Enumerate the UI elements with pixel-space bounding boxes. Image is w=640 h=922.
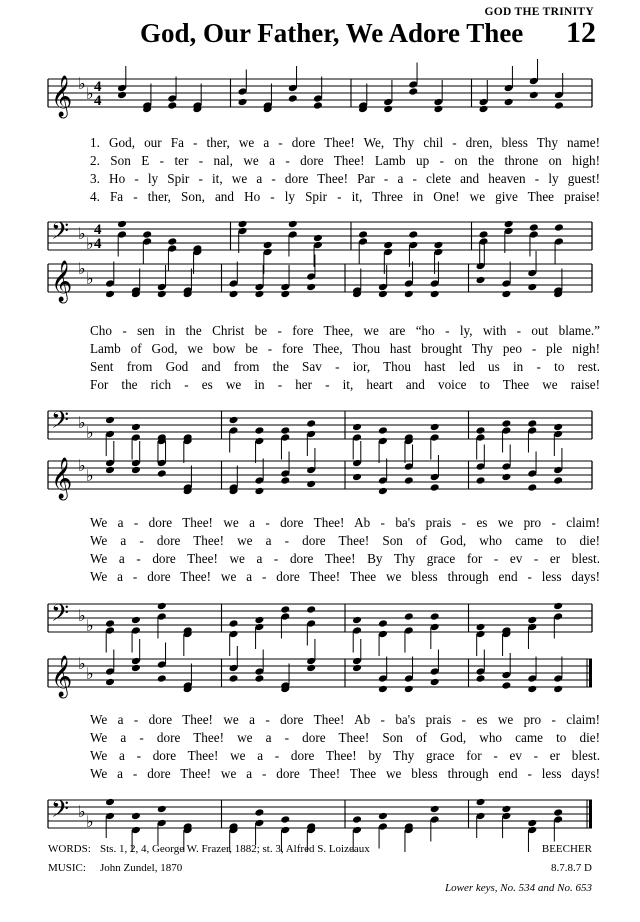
- treble-clef-icon: 𝄞: [51, 76, 73, 117]
- note-head: [105, 678, 115, 687]
- treble-clef-icon: 𝄞: [51, 261, 73, 302]
- note-head: [527, 819, 537, 828]
- bass-clef-icon: 𝄢: [51, 217, 70, 250]
- note-head: [306, 664, 316, 673]
- note-head: [479, 105, 489, 114]
- tune-name: BEECHER: [541, 843, 592, 855]
- note-head: [501, 805, 511, 814]
- time-signature: 4: [94, 236, 102, 252]
- flat-icon: ♭: [86, 84, 94, 103]
- note-head: [553, 476, 563, 485]
- flat-icon: ♭: [78, 224, 86, 243]
- flat-icon: ♭: [78, 259, 86, 278]
- note-head: [553, 423, 563, 432]
- note-head: [553, 685, 563, 694]
- note-head: [157, 805, 167, 814]
- note-head: [433, 105, 443, 114]
- note-head: [430, 678, 440, 687]
- flat-icon: ♭: [78, 802, 86, 821]
- note-head: [476, 426, 486, 435]
- time-signature: 4: [94, 79, 102, 95]
- note-head: [553, 602, 563, 611]
- note-head: [404, 612, 414, 621]
- flat-icon: ♭: [86, 234, 94, 253]
- note-head: [408, 87, 418, 96]
- note-head: [501, 290, 511, 299]
- hymn-title: God, Our Father, We Adore Thee: [140, 18, 524, 48]
- music-credit: [48, 862, 182, 874]
- words-label: WORDS:: [48, 843, 91, 855]
- note-head: [378, 290, 388, 299]
- treble-staff-2: [0, 259, 640, 302]
- note-head: [105, 466, 115, 475]
- lyric-line: We a - dore Thee! we a - dore Thee! Ab - ba's prais - es we pro - claim!: [90, 515, 600, 530]
- note-head: [306, 480, 316, 489]
- note-head: [131, 664, 141, 673]
- note-head: [430, 805, 440, 814]
- note-head: [157, 674, 167, 683]
- note-head: [157, 290, 167, 299]
- note-head: [378, 426, 388, 435]
- note-head: [504, 220, 514, 229]
- bass-staff-3: [0, 600, 640, 636]
- note-head: [554, 223, 564, 232]
- bass-clef-icon: 𝄢: [51, 795, 70, 828]
- note-head: [408, 230, 418, 239]
- note-head: [430, 483, 440, 492]
- note-head: [229, 674, 239, 683]
- treble-staff-1: [0, 74, 640, 117]
- note-head: [476, 798, 486, 807]
- note-head: [527, 483, 537, 492]
- words-text: Sts. 1, 2, 4, George W. Frazer, 1882; st. 3, Alfred S. Loizeaux: [100, 843, 370, 855]
- note-head: [476, 623, 486, 632]
- note-head: [527, 419, 537, 428]
- bass-staff-2: [0, 407, 640, 443]
- lyric-line: 3. Ho - ly Spir - it, we a - dore Thee! Par - a - clete and heaven - ly guest!: [90, 171, 600, 186]
- lyric-line: We a - dore Thee! we a - dore Thee! Son of God, who came to die!: [90, 730, 600, 745]
- note-head: [254, 674, 264, 683]
- flat-icon: ♭: [78, 456, 86, 475]
- note-head: [430, 290, 440, 299]
- note-head: [263, 241, 273, 250]
- note-head: [378, 487, 388, 496]
- lyric-line: Cho - sen in the Christ be - fore Thee, we are “ho - ly, with - out blame.”: [90, 323, 600, 338]
- note-head: [280, 290, 290, 299]
- treble-clef-icon: 𝄞: [51, 458, 73, 499]
- lyric-line: We a - dore Thee! we a - dore Thee! Son of God, who came to die!: [90, 533, 600, 548]
- note-head: [476, 276, 486, 285]
- note-head: [554, 101, 564, 110]
- note-head: [254, 808, 264, 817]
- note-head: [131, 616, 141, 625]
- flat-icon: ♭: [86, 616, 94, 635]
- bass-clef-icon: 𝄢: [51, 406, 70, 439]
- note-head: [238, 98, 248, 107]
- note-head: [501, 419, 511, 428]
- note-head: [105, 290, 115, 299]
- note-head: [378, 685, 388, 694]
- note-head: [433, 241, 443, 250]
- note-head: [553, 808, 563, 817]
- time-signature: 4: [94, 93, 102, 109]
- lyric-line: For the rich - es we in - her - it, heart and voice to Thee we raise!: [90, 377, 600, 392]
- note-head: [313, 234, 323, 243]
- lyrics-block-4: [0, 711, 640, 783]
- lyrics-block-3: [0, 514, 640, 586]
- note-head: [288, 220, 298, 229]
- note-head: [529, 223, 539, 232]
- bass-staff-4: [0, 796, 640, 832]
- note-head: [288, 94, 298, 103]
- note-head: [352, 664, 362, 673]
- note-head: [476, 476, 486, 485]
- note-head: [157, 469, 167, 478]
- lyrics-block-2: [0, 322, 640, 394]
- note-head: [254, 487, 264, 496]
- note-head: [117, 220, 127, 229]
- lyric-line: Lamb of God, we bow be - fore Thee, Thou hast brought Thy peo - ple nigh!: [90, 341, 600, 356]
- lyric-line: We a - dore Thee! we a - dore Thee! Ab - ba's prais - es we pro - claim!: [90, 712, 600, 727]
- note-head: [527, 283, 537, 292]
- treble-clef-icon: 𝄞: [51, 656, 73, 697]
- words-credit: [48, 843, 370, 855]
- note-head: [352, 815, 362, 824]
- flat-icon: ♭: [86, 269, 94, 288]
- note-head: [476, 674, 486, 683]
- note-head: [131, 423, 141, 432]
- hymn-number: 12: [566, 16, 596, 49]
- note-head: [167, 237, 177, 246]
- note-head: [404, 685, 414, 694]
- note-head: [105, 416, 115, 425]
- note-head: [131, 812, 141, 821]
- note-head: [167, 101, 177, 110]
- note-head: [479, 230, 489, 239]
- note-head: [254, 290, 264, 299]
- note-head: [527, 685, 537, 694]
- flat-icon: ♭: [86, 423, 94, 442]
- lyrics-block-1: [0, 134, 640, 206]
- note-head: [529, 91, 539, 100]
- note-head: [383, 241, 393, 250]
- bass-clef-icon: 𝄢: [51, 599, 70, 632]
- note-head: [352, 473, 362, 482]
- note-head: [117, 91, 127, 100]
- note-head: [254, 616, 264, 625]
- note-head: [313, 101, 323, 110]
- note-head: [430, 423, 440, 432]
- note-head: [280, 426, 290, 435]
- time-signature: 4: [94, 222, 102, 238]
- lyric-line: Sent from God and from the Sav - ior, Thou hast led us in - to rest.: [90, 359, 600, 374]
- note-head: [229, 416, 239, 425]
- note-head: [378, 619, 388, 628]
- note-head: [504, 98, 514, 107]
- lyric-line: 1. God, our Fa - ther, we a - dore Thee! We, Thy chil - dren, bless Thy name!: [90, 135, 600, 150]
- note-head: [306, 283, 316, 292]
- note-head: [430, 612, 440, 621]
- note-head: [378, 812, 388, 821]
- lyric-line: We a - dore Thee! we a - dore Thee! Thee we bless through end - less days!: [90, 569, 600, 584]
- note-head: [105, 619, 115, 628]
- note-head: [131, 466, 141, 475]
- note-head: [306, 419, 316, 428]
- note-head: [280, 605, 290, 614]
- music-label: MUSIC:: [48, 862, 86, 874]
- note-head: [306, 605, 316, 614]
- flat-icon: ♭: [78, 413, 86, 432]
- note-head: [358, 230, 368, 239]
- note-head: [105, 798, 115, 807]
- meter: 8.7.8.7 D: [551, 862, 592, 874]
- note-head: [352, 423, 362, 432]
- note-head: [383, 105, 393, 114]
- note-head: [229, 290, 239, 299]
- flat-icon: ♭: [86, 812, 94, 831]
- note-head: [501, 681, 511, 690]
- note-head: [501, 473, 511, 482]
- note-head: [280, 476, 290, 485]
- flat-icon: ♭: [78, 606, 86, 625]
- note-head: [142, 230, 152, 239]
- note-head: [404, 476, 414, 485]
- treble-staff-3: [0, 456, 640, 499]
- note-head: [238, 220, 248, 229]
- note-head: [527, 616, 537, 625]
- treble-staff-4: [0, 654, 640, 697]
- note-head: [254, 426, 264, 435]
- note-head: [352, 616, 362, 625]
- note-head: [280, 815, 290, 824]
- flat-icon: ♭: [78, 74, 86, 93]
- lyric-line: We a - dore Thee! we a - dore Thee! By Thy grace for - ev - er blest.: [90, 551, 600, 566]
- lyric-line: We a - dore Thee! we a - dore Thee! Thee we bless through end - less days!: [90, 766, 600, 781]
- lyric-line: 2. Son E - ter - nal, we a - dore Thee! Lamb up - on the throne on high!: [90, 153, 600, 168]
- section-label: GOD THE TRINITY: [484, 6, 594, 18]
- flat-icon: ♭: [86, 466, 94, 485]
- flat-icon: ♭: [78, 654, 86, 673]
- note-head: [157, 602, 167, 611]
- note-head: [229, 619, 239, 628]
- flat-icon: ♭: [86, 664, 94, 683]
- note-head: [404, 290, 414, 299]
- keys-note: Lower keys, No. 534 and No. 653: [445, 882, 592, 894]
- bass-staff-1: [0, 218, 640, 254]
- music-text: John Zundel, 1870: [100, 862, 183, 874]
- lyric-line: 4. Fa - ther, Son, and Ho - ly Spir - it, Three in One! we give Thee praise!: [90, 189, 600, 204]
- lyric-line: We a - dore Thee! we a - dore Thee! by Thy grace for - ev - er blest.: [90, 748, 600, 763]
